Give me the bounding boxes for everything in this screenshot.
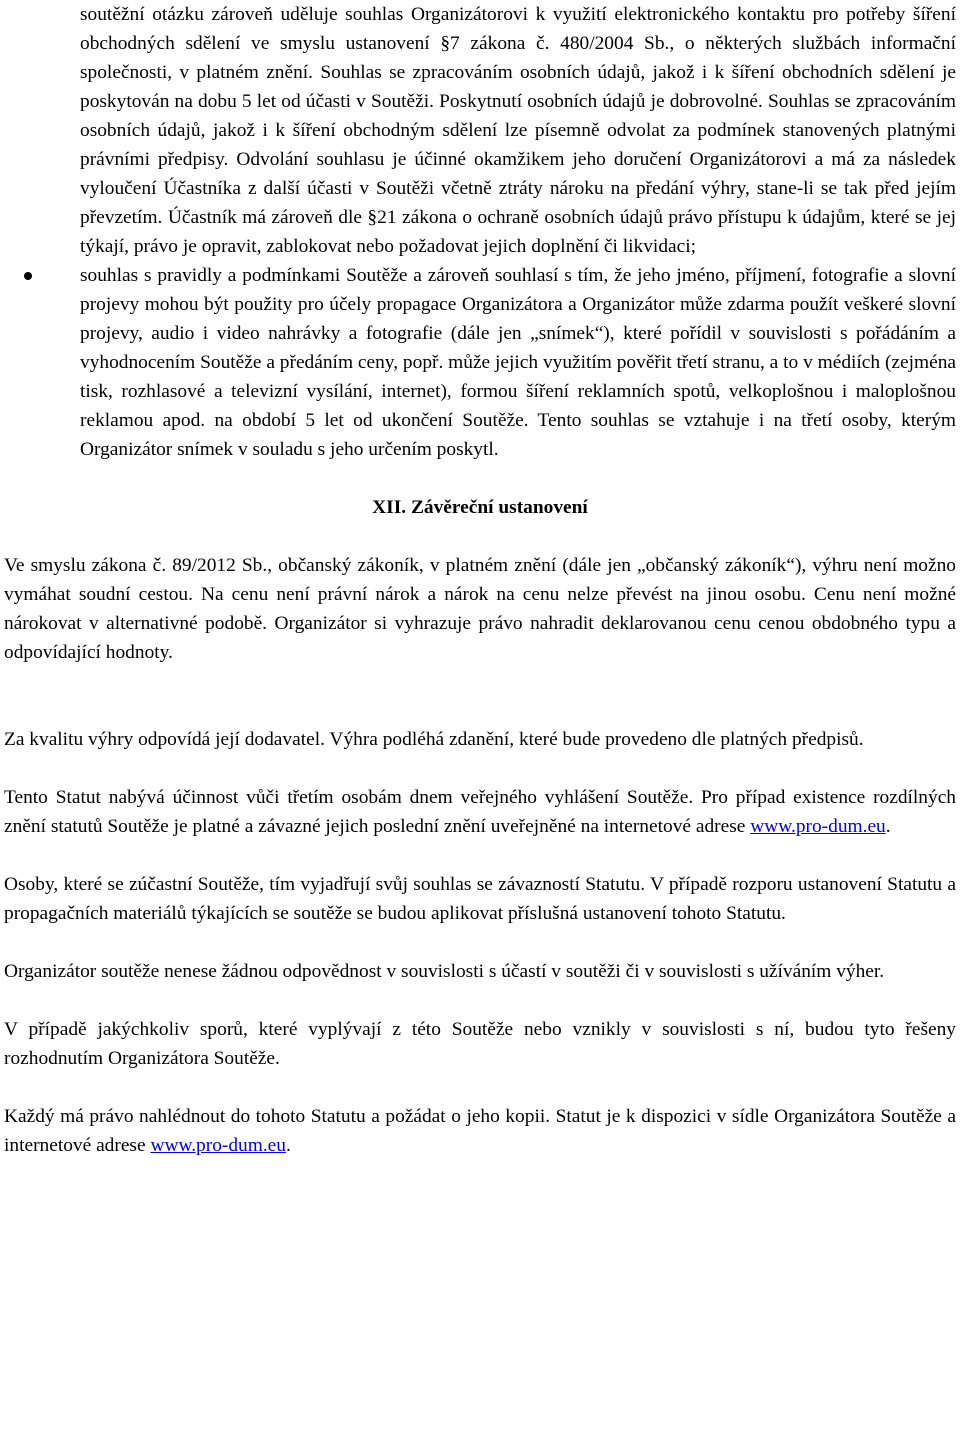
- paragraph-disputes: V případě jakýchkoliv sporů, které vyplývají z této Soutěže nebo vznikly v souvislosti s ní, budou tyto řešeny rozhodnutím Organizátora Soutěže.: [4, 1019, 956, 1069]
- section-heading: XII. Závěreční ustanovení: [372, 497, 588, 518]
- bullet-list: [80, 0, 956, 464]
- paragraph-prize-quality: Za kvalitu výhry odpovídá její dodavatel. Výhra podléhá zdanění, které bude provedeno dle platných předpisů.: [4, 729, 864, 750]
- bullet-dot-icon: [24, 272, 32, 280]
- paragraph-consent: Osoby, které se zúčastní Soutěže, tím vyjadřují svůj souhlas se závazností Statutu. V případě rozporu ustanovení Statutu a propagačních materiálů týkajících se soutěže se budou aplikovat příslušná ustanovení tohoto Statutu.: [4, 874, 956, 924]
- paragraph-access-text: Každý má právo nahlédnout do tohoto Statutu a požádat o jeho kopii. Statut je k dispozici v sídle Organizátora Soutěže a internetové adrese: [4, 1106, 956, 1156]
- paragraph-effectiveness-text: Tento Statut nabývá účinnost vůči třetím osobám dnem veřejného vyhlášení Soutěže. Pro případ existence rozdílných znění statutů Soutěže je platné a závazné jejich poslední znění uveřejněné na internetové adrese: [4, 787, 956, 837]
- bullet-item: [80, 261, 956, 464]
- paragraph-access: [4, 1102, 956, 1160]
- bullet-item-continued-text: soutěžní otázku zároveň uděluje souhlas Organizátorovi k využití elektronického kontaktu pro potřeby šíření obchodných sdělení ve smyslu ustanovení §7 zákona č. 480/2004 Sb., o některých službách informační společnosti, v platném znění. Souhlas se zpracováním osobních údajů, jakož i k šíření obchodních sdělení je poskytován na dobu 5 let od účasti v Soutěži. Poskytnutí osobních údajů je dobrovolné. Souhlas se zpracováním osobních údajů, jakož i k šíření obchodným sdělení lze písemně odvolat za podmínek stanovených platnými právními předpisy. Odvolání souhlasu je účinné okamžikem jeho doručení Organizátorovi a má za následek vyloučení Účastníka z další účasti v Soutěži včetně ztráty nároku na předání výhry, stane-li se tak před jejím převzetím. Účastník má zároveň dle §21 zákona o ochraně osobních údajů právo přístupu k údajům, které se jej týkají, právo je opravit, zablokovat nebo požadovat jejich doplnění či likvidaci;: [80, 4, 956, 257]
- website-link[interactable]: www.pro-dum.eu: [750, 816, 886, 837]
- period: .: [885, 816, 891, 837]
- document-page: [4, 0, 956, 1160]
- paragraph-effectiveness: [4, 783, 956, 841]
- paragraph-civil-code: Ve smyslu zákona č. 89/2012 Sb., občanský zákoník, v platném znění (dále jen „občanský zákoník“), výhru není možno vymáhat soudní cestou. Na cenu není právní nárok a nárok na cenu nelze převést na jinou osobu. Cenu není možné nárokovat v alternativné podobě. Organizátor si vyhrazuje právo nahradit deklarovanou cenu cenou obdobného typu a odpovídající hodnoty.: [4, 555, 956, 663]
- bullet-item-text: souhlas s pravidly a podmínkami Soutěže a zároveň souhlasí s tím, že jeho jméno, příjmení, fotografie a slovní projevy mohou být použity pro účely propagace Organizátora a Organizátor může zdarma použít veškeré slovní projevy, audio i video nahrávky a fotografie (dále jen „snímek“), které pořídil v souvislosti s pořádáním a vyhodnocením Soutěže a předáním ceny, popř. může jejich využitím pověřit třetí stranu, a to v médiích (zejména tisk, rozhlasové a televizní vysílání, internet), formou šíření reklamních spotů, velkoplošnou i maloplošnou reklamou apod. na období 5 let od ukončení Soutěže. Tento souhlas se vztahuje i na třetí osoby, kterým Organizátor snímek v souladu s jeho určením poskytl.: [80, 265, 956, 460]
- website-link-footer[interactable]: www.pro-dum.eu: [150, 1135, 286, 1156]
- paragraph-liability: Organizátor soutěže nenese žádnou odpovědnost v souvislosti s účastí v soutěži či v souvislosti s užíváním výher.: [4, 961, 885, 982]
- period: .: [285, 1135, 291, 1156]
